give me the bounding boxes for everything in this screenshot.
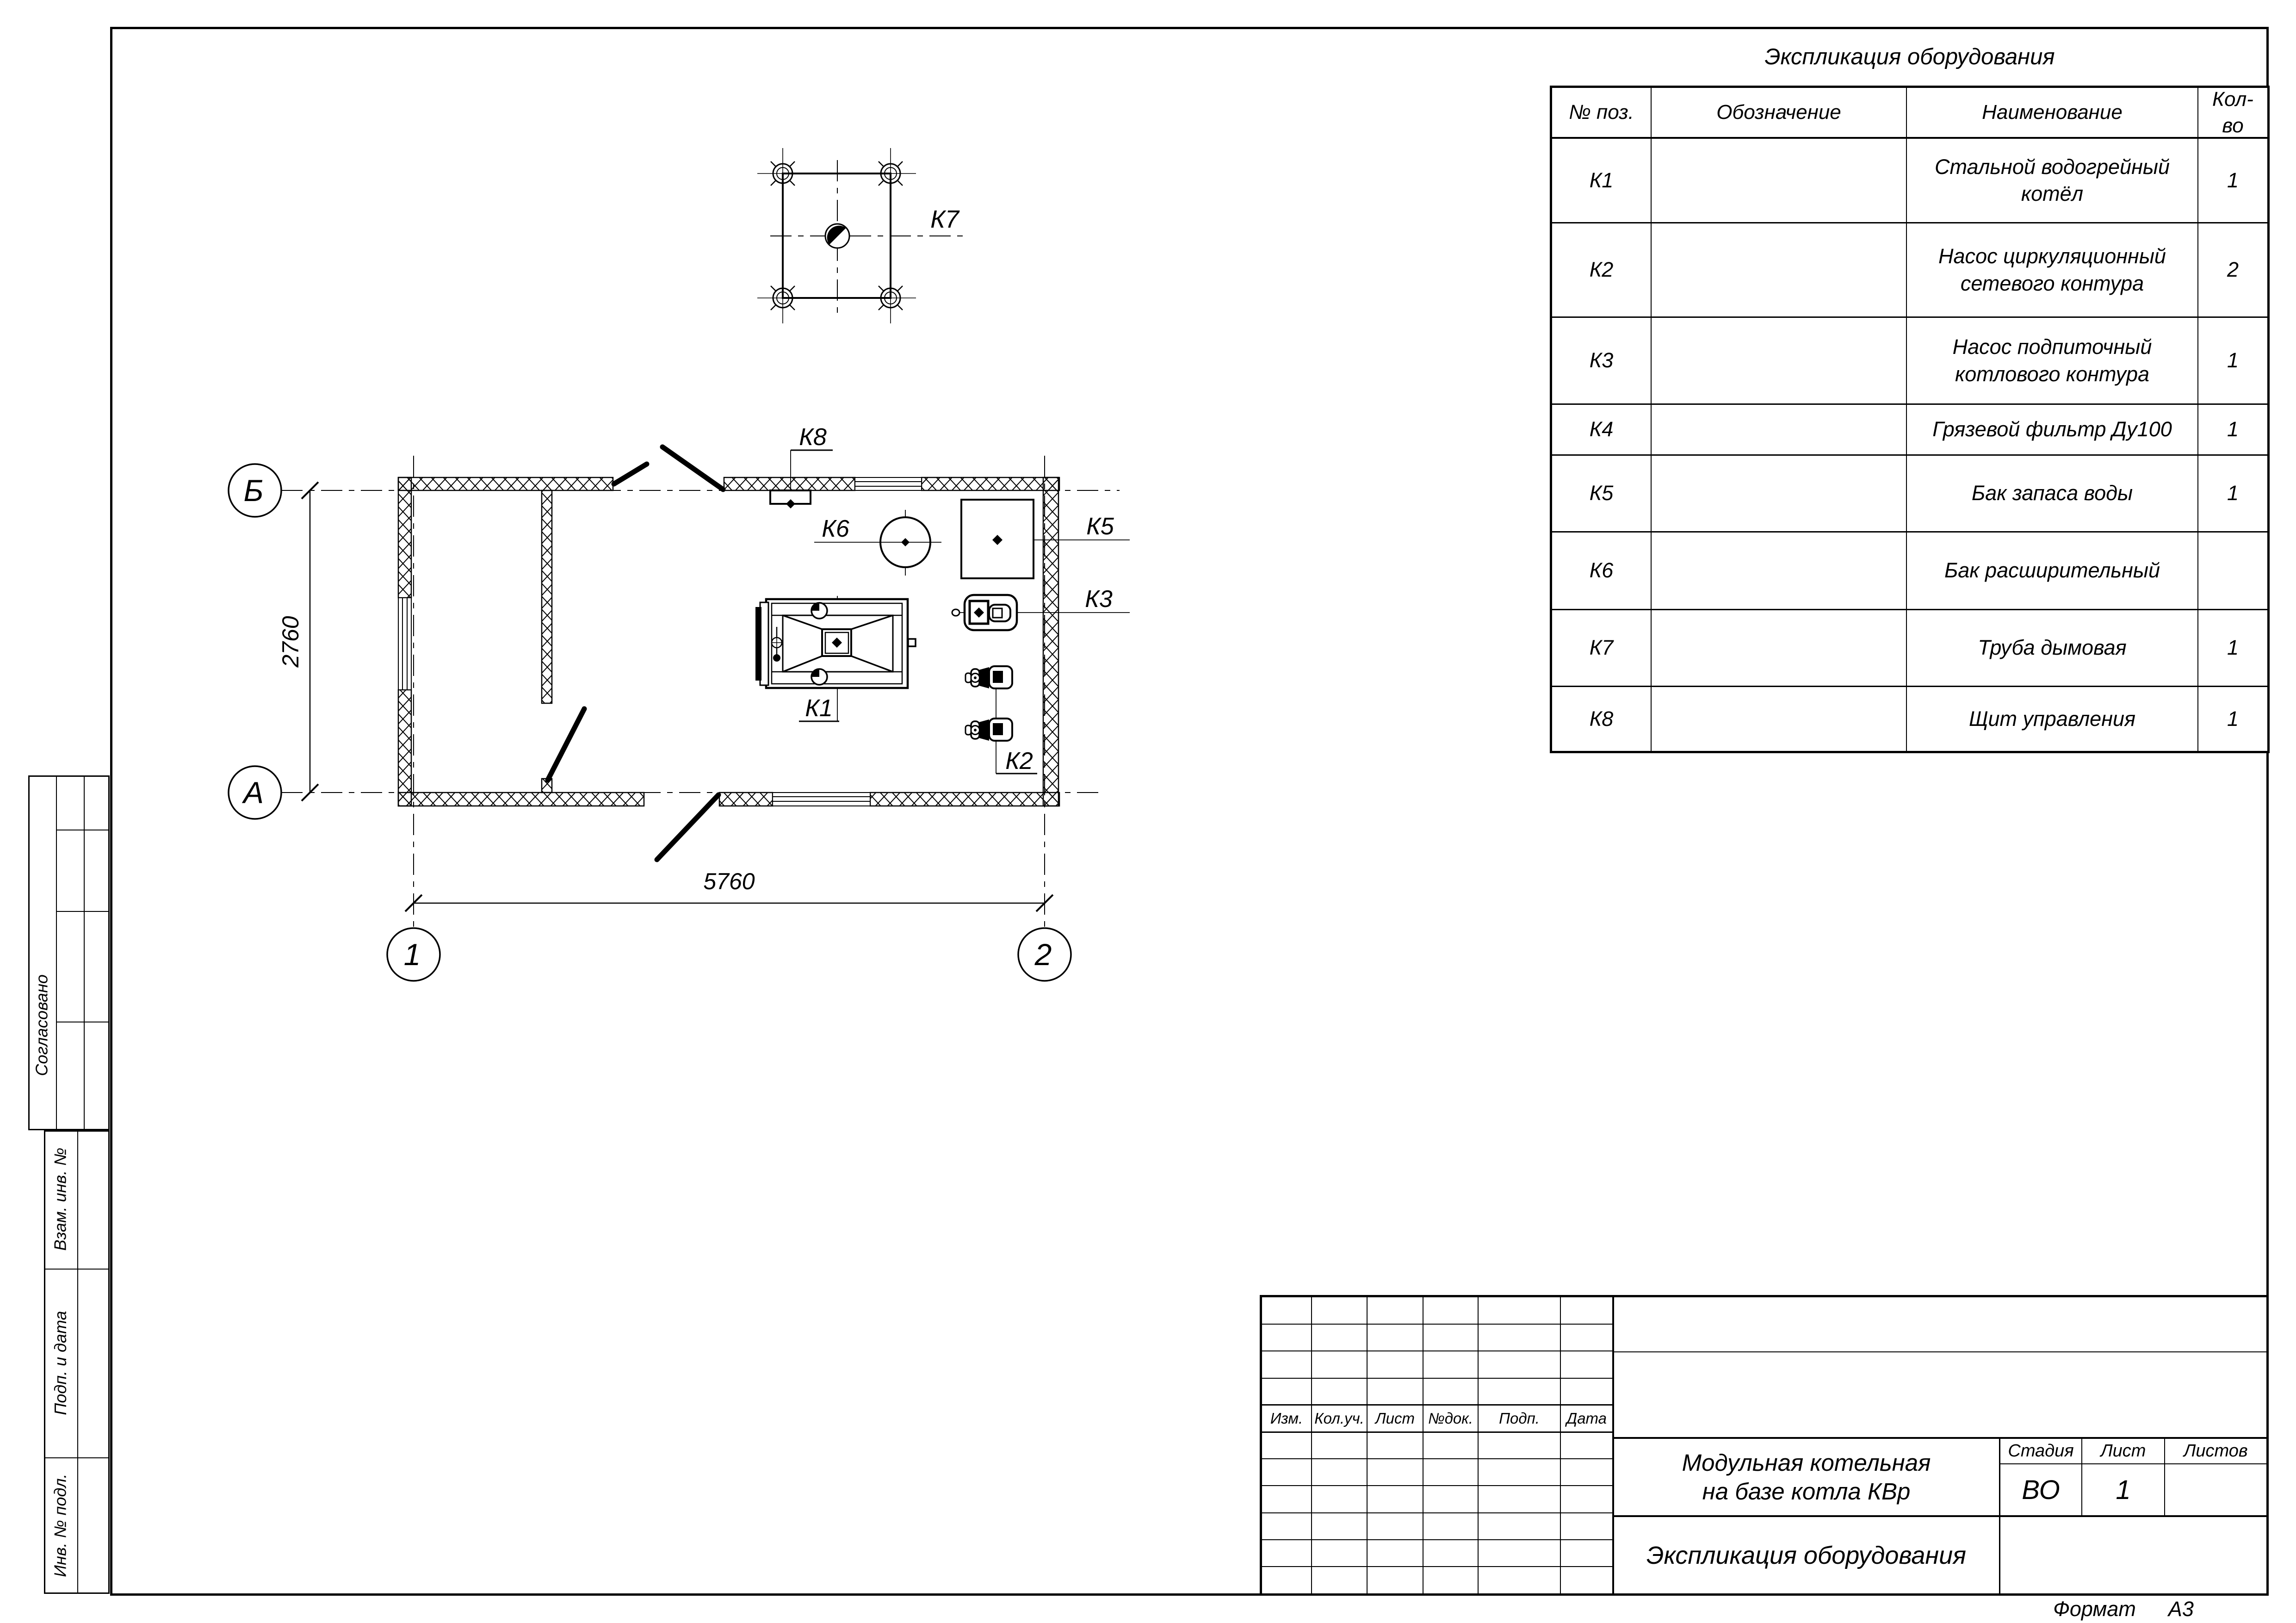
table-cell-designation — [1652, 318, 1907, 405]
dimension-2760-text: 2760 — [278, 616, 303, 668]
table-cell-qty: 1 — [2227, 706, 2239, 731]
rev-header-list: Лист — [1375, 1410, 1415, 1427]
dimension-2760 — [278, 482, 318, 801]
boiler-symbol — [755, 596, 916, 722]
stage-label: Стадия — [2008, 1441, 2074, 1461]
strip-label-agreed: Согласовано — [32, 974, 51, 1076]
table-cell-designation — [1652, 405, 1907, 456]
rev-header-ndok: №док. — [1428, 1410, 1473, 1427]
col-header-name: Наименование — [1907, 88, 2198, 139]
chimney-detail — [757, 148, 965, 323]
table-cell-qty: 1 — [2198, 318, 2267, 405]
table-cell-name: Щит управления — [1907, 687, 2198, 751]
equipment-table-title: Экспликация оборудования — [1764, 44, 2055, 69]
rev-header-data: Дата — [1566, 1410, 1607, 1427]
callout-k5: К5 — [1086, 513, 1114, 540]
table-cell-designation — [1652, 456, 1907, 533]
svg-text:Б: Б — [243, 473, 264, 508]
pump-icon — [965, 719, 1012, 741]
dimension-5760 — [405, 868, 1053, 911]
table-cell-pos: К8 — [1552, 687, 1652, 751]
sheet-value: 1 — [2116, 1474, 2131, 1505]
table-cell-pos: К5 — [1552, 456, 1652, 533]
pump-icon — [965, 666, 1012, 688]
pump-k3-symbol — [952, 586, 1130, 630]
equipment-table — [1550, 86, 2270, 753]
callout-k2: К2 — [1005, 748, 1033, 774]
title-block — [1260, 1295, 2269, 1596]
format-note — [2031, 1597, 2216, 1621]
table-cell-designation — [1652, 139, 1907, 223]
pumps-k2-symbol — [965, 666, 1037, 774]
table-cell-designation — [1652, 223, 1907, 318]
table-cell-pos: К1 — [1552, 139, 1652, 223]
dimension-5760-text: 5760 — [703, 868, 755, 894]
table-cell-name: Насос циркуляционный сетевого контура — [1907, 223, 2198, 318]
sheet-label: Лист — [2100, 1441, 2146, 1461]
stage-value: ВО — [2022, 1474, 2060, 1505]
partition-wall — [542, 490, 552, 703]
door-leaf — [548, 709, 584, 780]
table-cell-name: Труба дымовая — [1907, 610, 2198, 687]
door-leaf — [614, 464, 647, 484]
svg-text:А: А — [243, 775, 264, 810]
table-cell-pos: К2 — [1552, 223, 1652, 318]
sheets-label: Листов — [2184, 1441, 2248, 1461]
sheet-title: Экспликация оборудования — [1646, 1541, 1967, 1569]
col-header-pos: № поз. — [1552, 88, 1652, 139]
callout-k3: К3 — [1085, 586, 1113, 613]
table-cell-qty: 1 — [2198, 456, 2267, 533]
callout-k7: К7 — [930, 205, 959, 233]
callout-k6: К6 — [822, 515, 849, 542]
col-header-qty: Кол-во — [2198, 88, 2267, 139]
project-title-line2: на базе котла КВр — [1702, 1478, 1911, 1505]
callout-k1: К1 — [805, 695, 833, 722]
table-cell-qty — [2198, 533, 2267, 610]
table-cell-qty: 1 — [2198, 405, 2267, 456]
table-cell-qty: 2 — [2198, 223, 2267, 318]
table-cell-qty: 1 — [2198, 610, 2267, 687]
rev-header-izm: Изм. — [1270, 1410, 1303, 1427]
table-cell-pos: К7 — [1552, 610, 1652, 687]
project-title-line1: Модульная котельная — [1682, 1450, 1931, 1476]
rev-header-podp: Подп. — [1499, 1410, 1540, 1427]
chimney-pipe-icon — [825, 224, 849, 248]
col-header-designation: Обозначение — [1652, 88, 1907, 139]
svg-text:1: 1 — [403, 937, 421, 972]
table-cell-name: Стальной водогрейный котёл — [1907, 139, 2198, 223]
control-panel-symbol — [770, 424, 833, 508]
svg-text:2: 2 — [1034, 937, 1052, 972]
table-cell-name: Насос подпиточный котлового контура — [1907, 318, 2198, 405]
table-cell-pos: К4 — [1552, 405, 1652, 456]
strip-label-inventory: Инв. № подл. — [50, 1474, 70, 1577]
strip-label-sign-date: Подп. и дата — [51, 1311, 70, 1415]
table-cell-name: Бак запаса воды — [1907, 456, 2198, 533]
table-cell-designation — [1652, 533, 1907, 610]
table-cell-qty: 1 — [2198, 139, 2267, 223]
tank-k6-symbol — [814, 510, 941, 576]
rev-header-koluch: Кол.уч. — [1314, 1410, 1364, 1427]
table-cell-name: Бак расширительный — [1907, 533, 2198, 610]
table-cell-designation — [1652, 610, 1907, 687]
building-walls — [398, 477, 1059, 806]
table-cell-pos: К6 — [1552, 533, 1652, 610]
sheets-value — [2165, 1464, 2266, 1515]
door-leaf — [657, 795, 718, 860]
format-label: Формат — [2053, 1597, 2136, 1621]
table-cell-name: Грязевой фильтр Ду100 — [1907, 405, 2198, 456]
strip-label-substitute-inv: Взам. инв. № — [50, 1147, 70, 1251]
callout-k8: К8 — [799, 424, 827, 451]
table-cell-designation — [1652, 687, 1907, 751]
format-value: А3 — [2168, 1597, 2194, 1621]
door-leaf — [662, 447, 723, 489]
project-title — [1614, 1439, 1999, 1515]
table-cell-pos: К3 — [1552, 318, 1652, 405]
